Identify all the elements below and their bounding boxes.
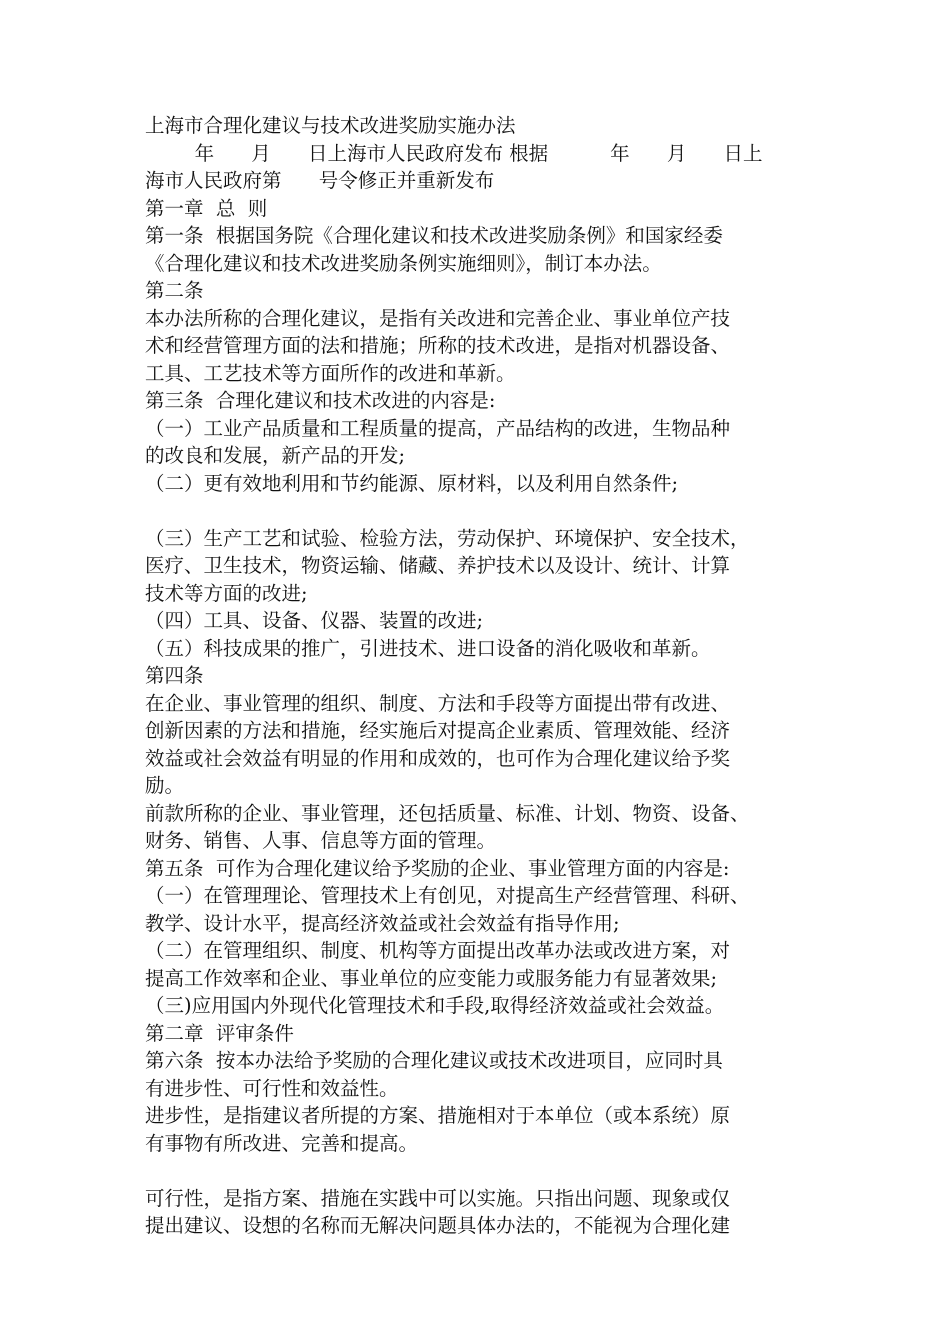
article-text: 效益或社会效益有明显的作用和成效的，也可作为合理化建议给予奖 (145, 746, 731, 770)
article-text: 工具、工艺技术等方面所作的改进和革新。 (145, 361, 516, 385)
article-text: 可行性，是指方案、措施在实践中可以实施。只指出问题、现象或仅 (145, 1186, 731, 1210)
list-item: （三）生产工艺和试验、检验方法，劳动保护、环境保护、安全技术， (145, 526, 750, 550)
list-item: （二）在管理组织、制度、机构等方面提出改革办法或改进方案，对 (145, 939, 731, 962)
list-item: （四）工具、设备、仪器、装置的改进; (145, 609, 484, 632)
publication-note: 海市人民政府第 号令修正并重新发布 (145, 169, 495, 192)
list-item: 医疗、卫生技术，物资运输、储藏、养护技术以及设计、统计、计算 (145, 554, 731, 577)
document-body (145, 112, 810, 1240)
article-text: 创新因素的方法和措施，经实施后对提高企业素质、管理效能、经济 (145, 719, 731, 742)
list-item: 技术等方面的改进; (145, 581, 308, 605)
article-text: 第三条 合理化建议和技术改进的内容是: (145, 389, 496, 412)
list-item: （一）在管理理论、管理技术上有创见，对提高生产经营管理、科研、 (145, 884, 750, 907)
list-item: （三)应用国内外现代化管理技术和手段,取得经济效益或社会效益。 (145, 994, 725, 1017)
blank-line (145, 1157, 810, 1185)
article-text: 有事物有所改进、完善和提高。 (145, 1131, 419, 1155)
article-text: 在企业、事业管理的组织、制度、方法和手段等方面提出带有改进、 (145, 691, 731, 715)
article-text: 《合理化建议和技术改进奖励条例实施细则》，制订本办法。 (145, 251, 662, 275)
article-text: 提出建议、设想的名称而无解决问题具体办法的，不能视为合理化建 (145, 1214, 731, 1237)
chapter-heading: 第二章 评审条件 (145, 1021, 294, 1045)
article-text: 励。 (145, 774, 185, 797)
list-item: 教学、设计水平，提高经济效益或社会效益有指导作用; (145, 911, 620, 935)
article-text: 第五条 可作为合理化建议给予奖励的企业、事业管理方面的内容是: (145, 856, 730, 880)
article-heading: 第二条 (145, 279, 204, 302)
article-text: 有进步性、可行性和效益性。 (145, 1076, 399, 1100)
article-text: 第六条 按本办法给予奖励的合理化建议或技术改进项目，应同时具 (145, 1049, 723, 1072)
article-text: 进步性，是指建议者所提的方案、措施相对于本单位（或本系统）原 (145, 1104, 731, 1127)
chapter-heading: 第一章 总 则 (145, 196, 268, 220)
article-heading: 第四条 (145, 664, 204, 687)
document-title: 上海市合理化建议与技术改进奖励实施办法 (145, 114, 516, 137)
article-text: 本办法所称的合理化建议，是指有关改进和完善企业、事业单位产技 (145, 306, 731, 330)
article-text: 财务、销售、人事、信息等方面的管理。 (145, 829, 497, 852)
blank-line (145, 497, 810, 525)
article-text: 术和经营管理方面的法和措施；所称的技术改进，是指对机器设备、 (145, 334, 731, 357)
list-item: 提高工作效率和企业、事业单位的应变能力或服务能力有显著效果; (145, 966, 718, 990)
article-text: 第一条 根据国务院《合理化建议和技术改进奖励条例》和国家经委 (145, 224, 723, 247)
list-item: （二）更有效地利用和节约能源、原材料，以及利用自然条件; (145, 471, 679, 495)
publication-note: 年 月 日上海市人民政府发布 根据 年 月 日上 (145, 141, 763, 165)
list-item: 的改良和发展，新产品的开发; (145, 444, 406, 467)
list-item: （五）科技成果的推广，引进技术、进口设备的消化吸收和革新。 (145, 636, 711, 660)
article-text: 前款所称的企业、事业管理，还包括质量、标准、计划、物资、设备、 (145, 801, 750, 825)
list-item: （一）工业产品质量和工程质量的提高，产品结构的改进，生物品种 (145, 416, 731, 440)
